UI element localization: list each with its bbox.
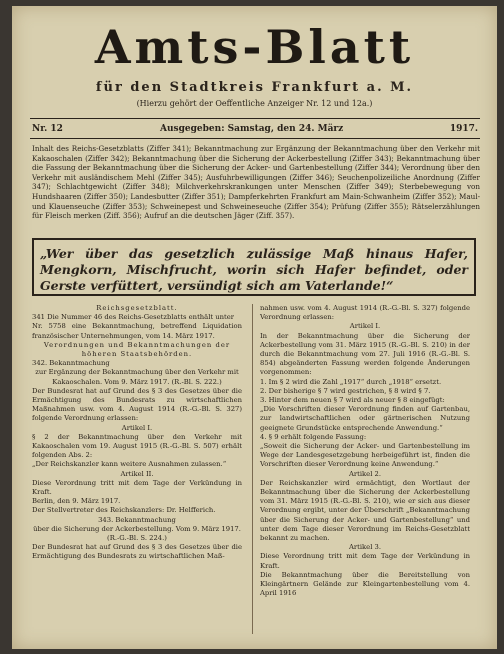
paragraph: nahmen usw. vom 4. August 1914 (R.-G.-Bl. S. 327) folgende Verordnung erlassen: (260, 304, 470, 322)
paragraph: 342. Bekanntmachung (32, 359, 110, 368)
paragraph: 3. Hinter dem neuen § 7 wird als neuer § 8 eingefügt: (260, 396, 445, 405)
bottom-rule (30, 138, 480, 139)
paragraph: Verordnungen und Bekanntmachungen der höheren Staatsbehörden. (43, 340, 231, 359)
paragraph: 341 Die Nummer 46 des Reichs-Gesetzblatts enthält unter (32, 313, 235, 322)
paragraph: zur Ergänzung der Bekanntmachung über den Verkehr mit Kakaoschalen. Vom 9. März 1917. (R.-Bl. S. 222.) (35, 368, 239, 386)
paragraph: Der Bundesrat hat auf Grund des § 3 des Gesetzes über die Ermächtigung des Bundesrats zu wirtschaftlichen Maß- (32, 543, 242, 561)
paragraph: 2. Der bisherige § 7 wird gestrichen, § 8 wird § 7. (260, 386, 431, 395)
issue-year: 1917. (449, 124, 478, 134)
top-rule (30, 118, 480, 119)
left-column (32, 304, 242, 562)
paragraph: Diese Verordnung tritt mit dem Tage der Verkündung in Kraft. (32, 478, 242, 497)
paragraph: Artikel I. (121, 423, 153, 432)
table-of-contents: Inhalt des Reichs-Gesetzblatts (Ziffer 341); Bekanntmachung zur Ergänzung der Bekanntmachung über den Verkehr mit Kakaoschalen (Ziffer 342); Bekanntmachung über die Sicherung der Ackerbestellung (Ziffer 343); Bekanntmachung über die Fassung der Bekanntmachung über die Sicherung der Acker- und Gartenbestellung (Ziffer 344); Verordnung über den Verkehr mit ausländischem Mehl (Ziffer 345); Ausfuhrbewilligungen (Ziffer 346); Seuchenpolizeiliche Anordnung (Ziffer 347); Schlachtgewicht (Ziffer 348); Milchverkehrskrankungen unter Menschen (Ziffer 349); Sterbebewegung von Hundshaaren (Ziffer 350); Landesbutter (Ziffer 351); Dampferkehrten Frankfurt am Main-Schwanheim (Ziffer 352); Maul- und Klauenseuche (Ziffer 353); Schweinepest und Schweineseuche (Ziffer 354); Prüfung (Ziffer 355); Rätselerzählungen für Fleisch merken (Ziff. 356); Aufruf an die deutschen Jäger (Ziff. 357). (32, 144, 480, 221)
paragraph: Reichsgesetzblatt. (96, 304, 178, 312)
issue-line (32, 124, 478, 136)
paragraph: „Soweit die Sicherung der Acker- und Gartenbestellung im Wege der Landesgesetzgebung herbeigeführt ist, finden die Vorschriften dieser Verordnung keine Anwendung.“ (260, 442, 470, 469)
masthead-subtitle: für den Stadtkreis Frankfurt a. M. (95, 80, 414, 95)
paragraph: „Die Vorschriften dieser Verordnung finden auf Gartenbau, zur landwirtschaftlichen oder gärtnerischen Nutzung geeignete Grundstücke entsprechende Anwendung.“ (260, 405, 470, 432)
paragraph: Nr. 5758 eine Bekanntmachung, betreffend Liquidation französischer Unternehmungen, vom 14. März 1917. (32, 322, 242, 340)
paragraph: „Der Reichskanzler kann weitere Ausnahmen zulassen.“ (32, 460, 227, 469)
paragraph: In der Bekanntmachung über die Sicherung der Ackerbestellung vom 31. März 1915 (R.-G.-Bl. S. 210) in der durch die Bekanntmachung vom 27. Juli 1916 (R.-G.-Bl. S. 854) abgeänderten Fassung werden folgende Änderungen vorgenommen: (260, 331, 470, 377)
gazette-page (12, 6, 497, 649)
issue-date: Ausgegeben: Samstag, den 24. März (160, 124, 344, 134)
paragraph: Der Bundesrat hat auf Grund des § 3 des Gesetzes über die Ermächtigung des Bundesrats zu wirtschaftlichen Maßnahmen usw. vom 4. August 1914 (R.-G.-Bl. S. 327) folgende Verordnung erlassen: (32, 386, 242, 423)
paragraph: Artikel I. (349, 322, 381, 331)
paragraph: Artikel 2. (348, 469, 382, 478)
paragraph: Artikel II. (120, 469, 154, 478)
paragraph: 4. § 9 erhält folgende Fassung: (260, 432, 367, 441)
paragraph: 1. Im § 2 wird die Zahl „1917“ durch „1918“ ersetzt. (260, 377, 442, 386)
paragraph: Die Bekanntmachung über die Bereitstellung von Kleingärtnern Gelände zur Kleingartenbestellung vom 4. April 1916 (260, 570, 470, 598)
column-divider (252, 304, 253, 634)
paragraph: 343. Bekanntmachung (98, 515, 176, 524)
paragraph: Artikel 3. (348, 543, 382, 552)
paragraph: Der Stellvertreter des Reichskanzlers: Dr. Helfferich. (32, 506, 216, 515)
paragraph: § 2 der Bekanntmachung über den Verkehr mit Kakaoschalen vom 19. August 1915 (R.-G.-Bl. S. 507) erhält folgenden Abs. 2: (32, 432, 242, 460)
masthead-title: Amts-Blatt (94, 20, 415, 74)
paragraph: Diese Verordnung tritt mit dem Tage der Verkündung in Kraft. (260, 552, 470, 570)
paragraph: über die Sicherung der Ackerbestellung. Vom 9. März 1917. (R.-G.-Bl. S. 224.) (33, 524, 241, 543)
issue-number: Nr. 12 (32, 124, 63, 134)
paragraph: Der Reichskanzler wird ermächtigt, den Wortlaut der Bekanntmachung über die Sicherung der Ackerbestellung vom 31. März 1915 (R.-G.-Bl. S. 210), wie er sich aus dieser Verordnung ergibt, unter der Überschrift „Bekanntmachung über die Sicherung der Acker- und Gartenbestellung“ und unter dem Tage dieser Verordnung im Reichs-Gesetzblatt bekannt zu machen. (260, 478, 470, 543)
masthead-note: (Hierzu gehört der Oeffentliche Anzeiger Nr. 12 und 12a.) (136, 99, 373, 108)
appeal-box: „Wer über das gesetzlich zulässige Maß hinaus Hafer, Mengkorn, Mischfrucht, worin sich Hafer befindet, oder Gerste verfüttert, versündigt sich am Vaterlande!“ (32, 238, 476, 296)
paragraph: Berlin, den 9. März 1917. (32, 497, 121, 506)
right-column (260, 304, 470, 599)
